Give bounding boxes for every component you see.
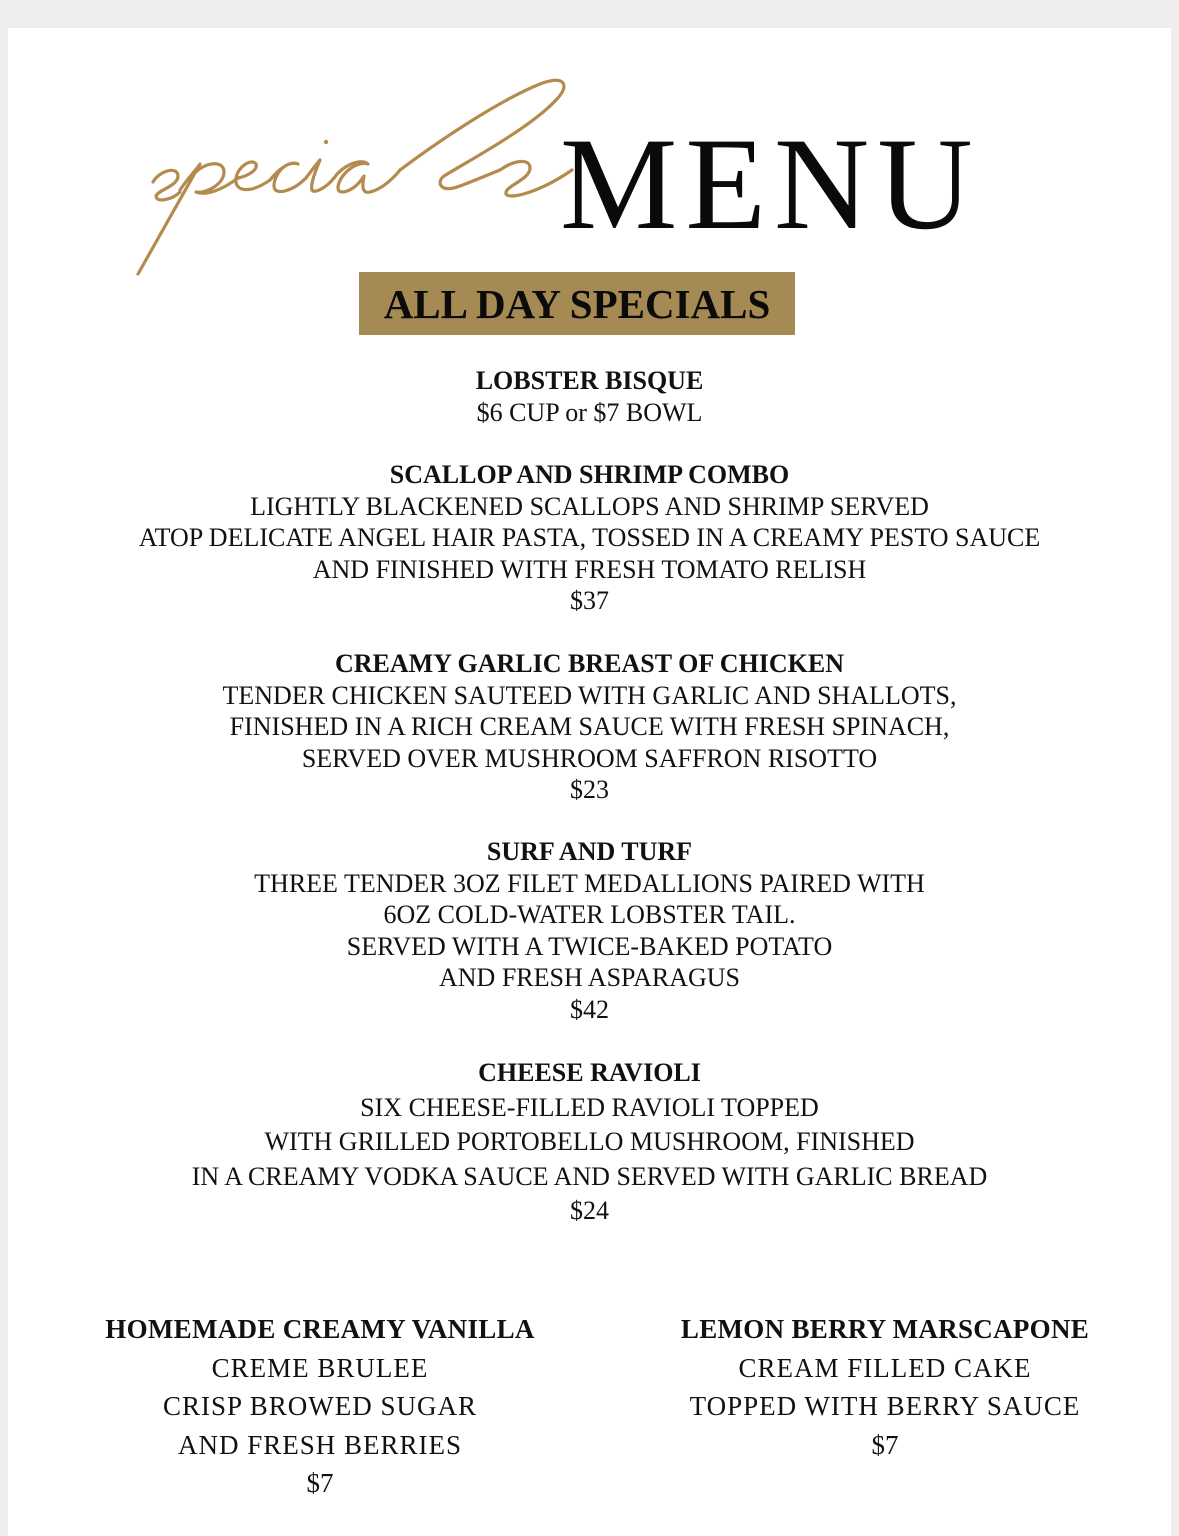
menu-item-cheese-ravioli xyxy=(0,1056,1179,1229)
menu-item-scallop-shrimp xyxy=(0,459,1179,617)
item-price: $23 xyxy=(570,775,609,804)
item-description-line: TOPPED WITH BERRY SAUCE xyxy=(689,1391,1081,1421)
item-name: HOMEMADE CREAMY VANILLA xyxy=(105,1314,535,1344)
item-description-line: AND FINISHED WITH FRESH TOMATO RELISH xyxy=(312,554,867,584)
menu-item-garlic-chicken xyxy=(0,648,1179,806)
item-name: CHEESE RAVIOLI xyxy=(478,1058,701,1087)
item-description-line: SERVED WITH A TWICE-BAKED POTATO xyxy=(346,931,833,961)
item-description-line: CREME BRULEE xyxy=(211,1352,429,1383)
item-description-line: WITH GRILLED PORTOBELLO MUSHROOM, FINISHED xyxy=(264,1127,915,1156)
item-price: $7 xyxy=(306,1468,334,1498)
item-description-line: AND FRESH ASPARAGUS xyxy=(438,963,741,992)
menu-item-lobster-bisque xyxy=(0,365,1179,428)
item-description-line: LIGHTLY BLACKENED SCALLOPS AND SHRIMP SERVED xyxy=(250,491,929,521)
item-price: $24 xyxy=(570,1196,609,1225)
item-description-line: AND FRESH BERRIES xyxy=(177,1429,463,1460)
item-price: $6 CUP or $7 BOWL xyxy=(476,397,703,427)
item-price: $42 xyxy=(570,994,609,1024)
dessert-lemon-berry xyxy=(665,1310,1105,1464)
item-name: LOBSTER BISQUE xyxy=(475,366,704,395)
item-name: LEMON BERRY MARSCAPONE xyxy=(680,1314,1090,1344)
item-name: CREAMY GARLIC BREAST OF CHICKEN xyxy=(335,649,844,678)
banner-label: ALL DAY SPECIALS xyxy=(383,280,771,327)
item-description-line: SERVED OVER MUSHROOM SAFFRON RISOTTO xyxy=(301,743,878,773)
all-day-specials-banner xyxy=(359,272,795,335)
item-description-line: TENDER CHICKEN SAUTEED WITH GARLIC AND SHALLOTS, xyxy=(222,680,957,710)
item-name: SCALLOP AND SHRIMP COMBO xyxy=(389,460,790,489)
menu-item-surf-turf xyxy=(0,836,1179,1025)
item-description-line: SIX CHEESE-FILLED RAVIOLI TOPPED xyxy=(360,1092,819,1122)
item-description-line: 6OZ COLD-WATER LOBSTER TAIL. xyxy=(383,900,796,929)
item-description-line: CRISP BROWED SUGAR xyxy=(162,1391,478,1421)
item-description-line: IN A CREAMY VODKA SAUCE AND SERVED WITH GARLIC BREAD xyxy=(191,1161,988,1191)
item-description-line: CREAM FILLED CAKE xyxy=(738,1352,1032,1383)
item-description-line: ATOP DELICATE ANGEL HAIR PASTA, TOSSED IN A CREAMY PESTO SAUCE xyxy=(138,523,1041,552)
dessert-creme-brulee xyxy=(90,1310,550,1503)
menu-title: MENU xyxy=(560,110,981,257)
item-price: $37 xyxy=(570,586,609,615)
item-description-line: FINISHED IN A RICH CREAM SAUCE WITH FRESH SPINACH, xyxy=(229,712,950,741)
item-name: SURF AND TURF xyxy=(486,837,693,866)
item-description-line: THREE TENDER 3OZ FILET MEDALLIONS PAIRED WITH xyxy=(254,868,925,898)
item-price: $7 xyxy=(871,1429,899,1460)
